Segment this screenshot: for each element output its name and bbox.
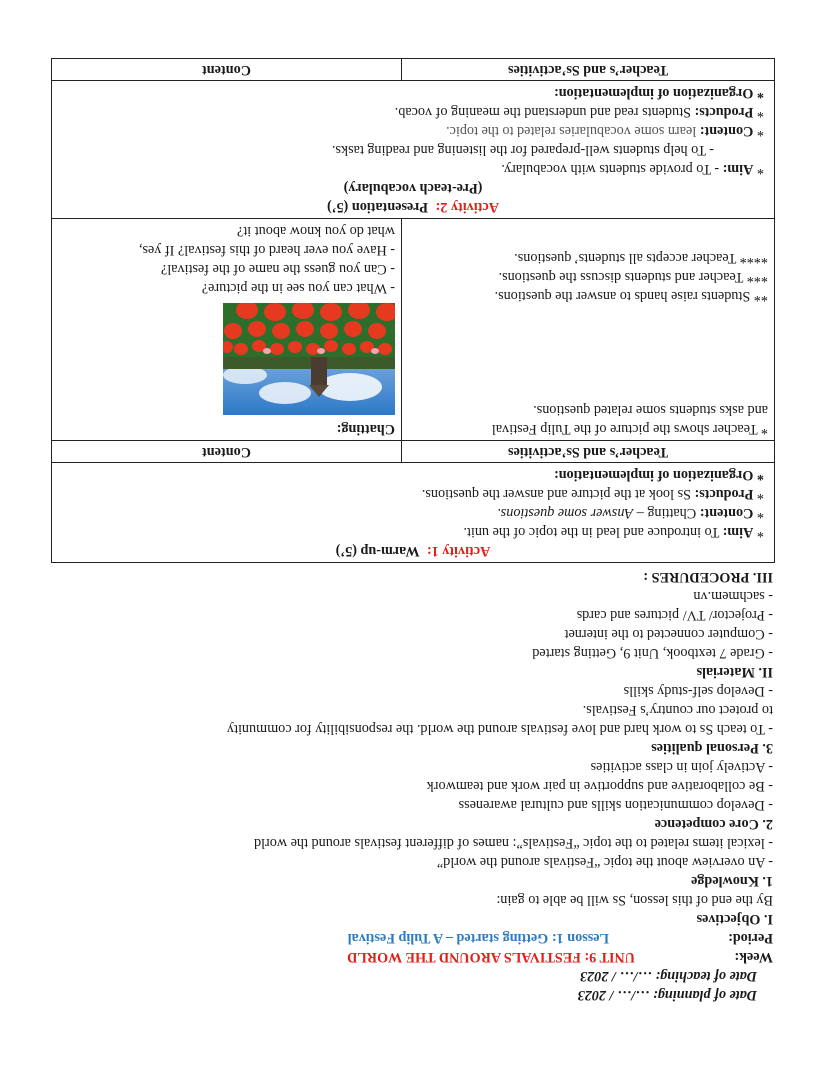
activity-1-col-content: Content	[52, 441, 402, 463]
date-block	[51, 966, 773, 1004]
teacher-step: * Teacher shows the picture of the Tulip Festival	[491, 421, 768, 437]
activity-2-col-activities: Teacher’s and Ss’activities	[402, 59, 775, 81]
activity-2-products: * Products: Students read and understand the meaning of vocab.	[394, 104, 764, 120]
teacher-step: *** Teacher and students discuss the questions.	[498, 269, 768, 285]
activity-1-organization: * Organization of implementation:	[553, 467, 764, 483]
tulip-festival-picture	[58, 303, 395, 415]
activity-1-products: * Products: Ss look at the picture and answer the questions.	[421, 486, 764, 502]
activity-2-col-content: Content	[52, 59, 402, 81]
knowledge-heading: 1. Knowledge	[691, 873, 773, 889]
activity-2-info	[52, 81, 775, 219]
materials-heading: II. Materials	[696, 664, 773, 680]
teacher-step: ** Students raise hands to answer the questions.	[494, 288, 768, 304]
personal-item: - Develop self-study skills	[623, 683, 773, 699]
warmup-question: - Can you guess the name of the festival?	[160, 261, 395, 277]
tulip-photo-icon	[223, 303, 395, 415]
personal-qualities-heading: 3. Personal qualities	[651, 740, 773, 756]
activity-1-title: Warm-up (5’)	[335, 543, 420, 559]
core-item: - Be collaborative and supportive in pair work and teamwork	[426, 778, 773, 794]
knowledge-item: - An overview about the topic “Festivals around the world”	[436, 854, 773, 870]
week-label: Week:	[734, 949, 773, 965]
core-competence-heading: 2. Core competence	[654, 816, 773, 832]
activity-2-title-row	[58, 197, 768, 216]
lesson-plan	[51, 58, 773, 1004]
period-label: Period:	[728, 930, 773, 946]
materials-item: - Computer connected to the internet	[564, 626, 773, 642]
teacher-step: and asks students some related questions.	[533, 402, 768, 418]
teacher-step: **** Teacher accepts all students’ questions.	[514, 250, 768, 266]
activity-2-aim: * Aim: - To provide students with vocabulary.	[501, 161, 764, 177]
activity-1-info	[52, 463, 775, 563]
activity-2-content: * Content: learn some vocabularies related to the topic.	[446, 123, 764, 139]
knowledge-item: - lexical items related to the topic “Festivals”: names of different festivals around the world	[254, 835, 773, 851]
objectives-intro: By the end of this lesson, Ss will be able to gain:	[496, 892, 773, 908]
week-row	[51, 947, 773, 966]
activity-1-title-row	[58, 541, 768, 560]
chatting-label: Chatting:	[336, 421, 395, 437]
personal-item: to protect our country’s Festivals.	[582, 702, 773, 718]
activity-1-content-cell	[52, 219, 402, 441]
warmup-question: what do you know about it?	[236, 223, 395, 239]
activity-1-aim: * Aim: To introduce and lead in the topic of the unit.	[463, 524, 764, 540]
procedures-heading: III. PROCEDURES :	[643, 569, 773, 585]
personal-item: - To teach Ss to work hard and love festivals around the world. the responsibility for community	[226, 721, 773, 737]
activity-1-col-activities: Teacher’s and Ss’activities	[402, 441, 775, 463]
date-of-teaching: Date of teaching: …/… / 2023	[580, 968, 757, 984]
activity-1-content: * Content: Chatting – Answer some questions.	[497, 505, 764, 521]
activity-2-label: Activity 2:	[435, 199, 499, 215]
activity-2-organization: * Organization of implementation:	[553, 85, 764, 101]
objectives-heading: I. Objectives	[696, 911, 773, 927]
date-of-planning: Date of planning: …/… / 2023	[577, 987, 757, 1003]
activity-2-aim-2: - To help students well-prepared for the listening and reading tasks.	[331, 142, 714, 158]
warmup-question: - What can you see in the picture?	[201, 280, 395, 296]
unit-title: UNIT 9: FESTIVALS AROUND THE WORLD	[347, 949, 635, 965]
activity-2-subtitle: (Pre-teach vocabulary)	[343, 180, 483, 196]
core-item: - Develop communication skills and cultural awareness	[458, 797, 773, 813]
materials-item: - Projector/ TV/ pictures and cards	[576, 607, 773, 623]
core-item: - Actively join in class activities	[590, 759, 773, 775]
activity-1-table	[51, 58, 775, 563]
materials-item: - Grade 7 textbook, Unit 9, Getting started	[532, 645, 773, 661]
activity-1-teacher-cell	[402, 219, 775, 441]
warmup-question: - Have you ever heard of this festival? If yes,	[138, 242, 395, 258]
activity-1-label: Activity 1:	[426, 543, 491, 559]
activity-2-title: Presentation (5’)	[327, 199, 429, 215]
materials-item: - sachmem.vn	[693, 588, 773, 604]
lesson-title: Lesson 1: Getting started – A Tulip Festival	[347, 930, 609, 946]
period-row	[51, 928, 773, 947]
